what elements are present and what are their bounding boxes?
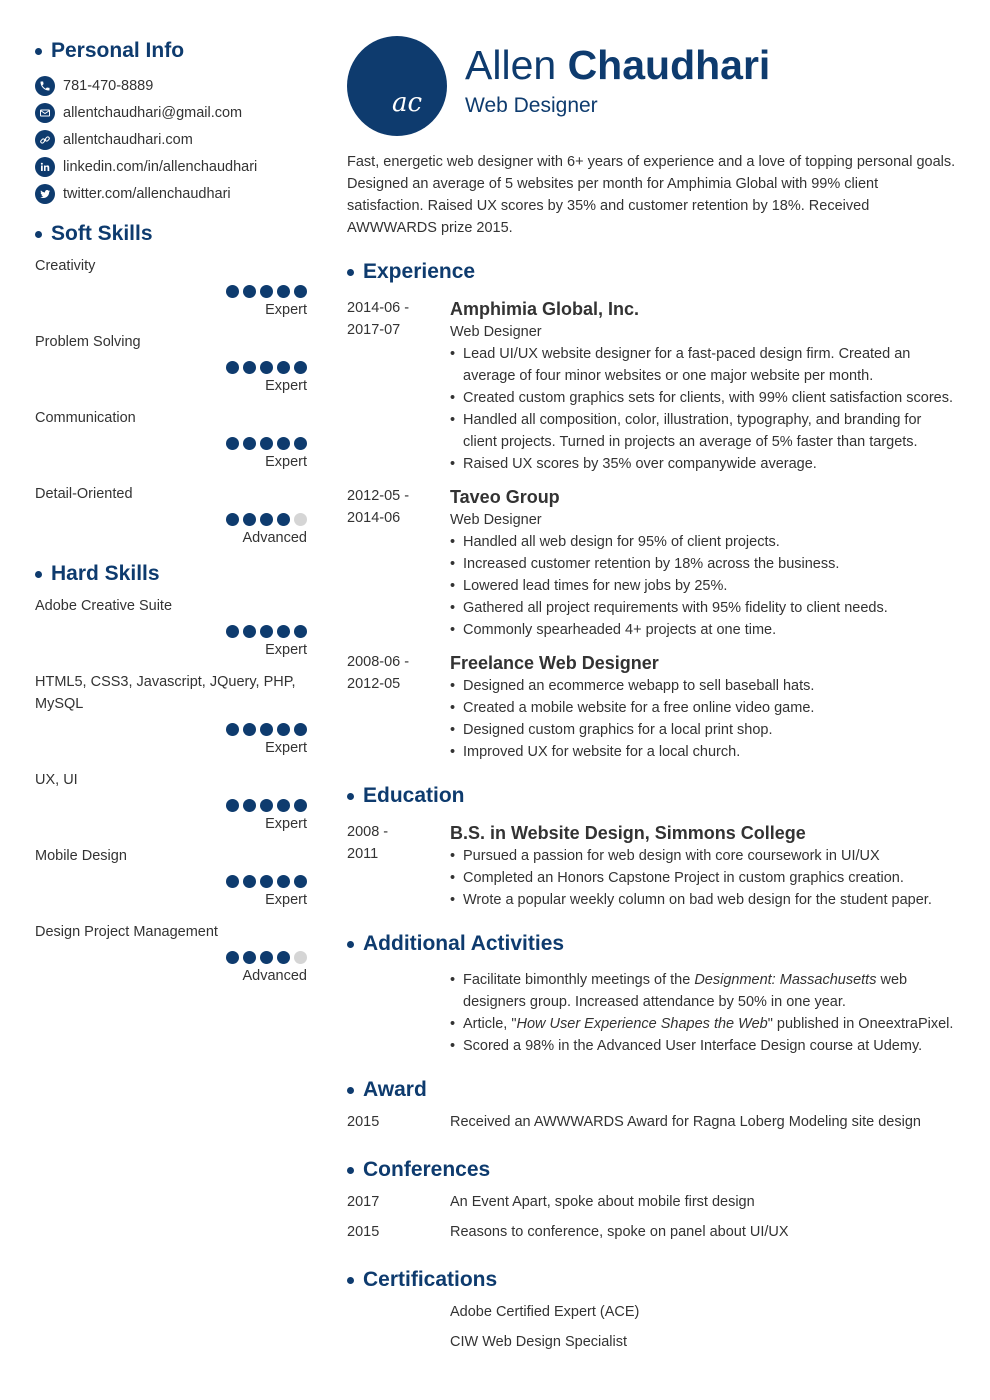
rating-dot-filled [277, 723, 290, 736]
skill-name: Adobe Creative Suite [35, 598, 173, 614]
resume-header [347, 36, 957, 146]
website-text[interactable]: allentchaudhari.com [63, 131, 193, 148]
rating-dot-filled [277, 625, 290, 638]
bullet-item [450, 969, 957, 1013]
entry-dates [347, 297, 450, 475]
email-icon [35, 103, 55, 123]
rating-dot-filled [277, 799, 290, 812]
education-section [347, 781, 957, 911]
conference-row [347, 1187, 957, 1217]
skill-name: Design Project Management [35, 924, 218, 940]
rating-dot-filled [294, 437, 307, 450]
experience-entry [347, 297, 957, 475]
company-name: Taveo Group [450, 487, 560, 507]
bullet-item: • Designed an ecommerce webapp to sell baseball hats. [450, 675, 957, 697]
twitter-icon [35, 184, 55, 204]
activities-heading: Additional Activities [347, 929, 957, 959]
skill-level: Expert [265, 378, 307, 394]
skill-level: Expert [265, 302, 307, 318]
bullet-emphasis: How User Experience Shapes the Web [516, 1016, 768, 1032]
personal-info-heading: Personal Info [35, 36, 307, 66]
bullet-item: • Improved UX for website for a local church. [450, 741, 957, 763]
conference-text: An Event Apart, spoke about mobile first design [450, 1194, 755, 1210]
skill-item [35, 595, 307, 660]
bullet-item: • Raised UX scores by 35% over companywide average. [450, 453, 957, 475]
rating-dot-filled [243, 799, 256, 812]
rating-dot-filled [226, 361, 239, 374]
date-end: 2011 [347, 846, 379, 862]
award-list [347, 1107, 957, 1137]
right-column [347, 36, 957, 1357]
rating-dot-filled [294, 875, 307, 888]
rating-dot-filled [277, 513, 290, 526]
experience-entry [347, 485, 957, 641]
entry-dates [347, 485, 450, 641]
bullet-text: Article, " [463, 1016, 517, 1032]
award-text: Received an AWWWARDS Award for Ragna Loberg Modeling site design [450, 1114, 921, 1130]
rating-dot-filled [294, 285, 307, 298]
bullet-list [450, 675, 957, 763]
entry-body [450, 821, 957, 911]
soft-skills-list [35, 255, 307, 548]
phone-icon [35, 76, 55, 96]
rating-dot-filled [226, 625, 239, 638]
bullet-list [450, 969, 957, 1057]
rating-dot-empty [294, 513, 307, 526]
job-title: Web Designer [465, 94, 598, 117]
rating-dot-filled [243, 513, 256, 526]
bullet-item [450, 1013, 957, 1035]
rating-dot-filled [260, 437, 273, 450]
rating-dot-filled [277, 361, 290, 374]
certification-list [347, 1297, 957, 1357]
award-year: 2015 [347, 1114, 380, 1130]
rating-dot-filled [226, 285, 239, 298]
bullet-list [450, 531, 957, 641]
bullet-item: • Designed custom graphics for a local print shop. [450, 719, 957, 741]
rating-dot-filled [277, 951, 290, 964]
conference-year: 2015 [347, 1224, 380, 1240]
company-name: Freelance Web Designer [450, 653, 659, 673]
entry-body [450, 485, 957, 641]
phone-text[interactable]: 781-470-8889 [63, 77, 154, 94]
first-name: Allen [465, 42, 557, 88]
contact-phone [35, 72, 307, 99]
certification-text: Adobe Certified Expert (ACE) [450, 1304, 640, 1320]
certification-spacer [347, 1327, 450, 1357]
rating-dot-filled [226, 799, 239, 812]
date-end: 2017-07 [347, 322, 401, 338]
entry-body [450, 651, 957, 763]
rating-dot-filled [260, 951, 273, 964]
award-section [347, 1075, 957, 1137]
rating-dot-filled [294, 361, 307, 374]
bullet-item: • Handled all web design for 95% of client projects. [450, 531, 957, 553]
skill-rating [35, 513, 307, 526]
skill-item [35, 331, 307, 396]
date-start: 2008-06 - [347, 654, 410, 670]
certification-spacer [347, 1297, 450, 1327]
education-entry [347, 821, 957, 911]
skill-rating [35, 361, 307, 374]
full-name [465, 41, 770, 89]
conference-row [347, 1217, 957, 1247]
certification-row [347, 1297, 957, 1327]
hard-skills-list [35, 595, 307, 986]
date-end: 2014-06 [347, 510, 401, 526]
rating-dot-filled [260, 513, 273, 526]
email-text[interactable]: allentchaudhari@gmail.com [63, 104, 243, 121]
skill-item [35, 921, 307, 986]
rating-dot-filled [294, 723, 307, 736]
monogram-text: ac [392, 88, 423, 118]
skill-level: Expert [265, 892, 307, 908]
bullet-item: • Increased customer retention by 18% across the business. [450, 553, 957, 575]
rating-dot-filled [226, 723, 239, 736]
bullet-item: • Completed an Honors Capstone Project in custom graphics creation. [450, 867, 957, 889]
date-start: 2014-06 - [347, 300, 410, 316]
summary-text: Fast, energetic web designer with 6+ years of experience and a love of topping personal goals. Designed an average of 5 websites per month for Amphimia Global with 99% client satisfaction. Raised UX scores by 35% and customer retention by 18%. Received AWWWARDS prize 2015. [347, 154, 956, 236]
contact-twitter [35, 180, 307, 207]
rating-dot-filled [243, 285, 256, 298]
rating-dot-filled [260, 361, 273, 374]
rating-dot-filled [226, 875, 239, 888]
bullet-list [450, 343, 957, 475]
bullet-item: • Handled all composition, color, illustration, typography, and branding for client projects. Turned in projects an average of 5% faster than targets. [450, 409, 957, 453]
education-heading: Education [347, 781, 957, 811]
rating-dot-filled [243, 951, 256, 964]
rating-dot-filled [243, 361, 256, 374]
linkedin-icon [35, 157, 55, 177]
skill-name: Problem Solving [35, 334, 141, 350]
contact-website [35, 126, 307, 153]
skill-rating [35, 285, 307, 298]
rating-dot-filled [226, 437, 239, 450]
bullet-item: • Scored a 98% in the Advanced User Interface Design course at Udemy. [450, 1035, 957, 1057]
bullet-item: • Pursued a passion for web design with core coursework in UI/UX [450, 845, 957, 867]
skill-name: HTML5, CSS3, Javascript, JQuery, PHP, MySQL [35, 674, 296, 712]
rating-dot-filled [294, 625, 307, 638]
last-name: Chaudhari [567, 42, 771, 88]
skill-rating [35, 625, 307, 638]
skill-item [35, 483, 307, 548]
skill-item [35, 845, 307, 910]
conference-text: Reasons to conference, spoke on panel about UI/UX [450, 1224, 789, 1240]
bullet-text: " published in OneextraPixel. [767, 1016, 954, 1032]
conference-year: 2017 [347, 1194, 380, 1210]
monogram-badge [347, 36, 447, 136]
certification-row [347, 1327, 957, 1357]
link-icon [35, 130, 55, 150]
date-start: 2012-05 - [347, 488, 410, 504]
skill-rating [35, 875, 307, 888]
contact-linkedin [35, 153, 307, 180]
date-start: 2008 - [347, 824, 389, 840]
skill-level: Expert [265, 740, 307, 756]
entry-dates-empty [347, 969, 450, 1057]
activities-entry [347, 969, 957, 1057]
left-column [35, 36, 307, 997]
bullet-list [450, 845, 957, 911]
contact-list [35, 72, 307, 207]
rating-dot-empty [294, 951, 307, 964]
rating-dot-filled [243, 875, 256, 888]
rating-dot-filled [260, 723, 273, 736]
skill-level: Advanced [242, 530, 307, 546]
position-title: Web Designer [450, 512, 542, 528]
skill-rating [35, 951, 307, 964]
twitter-text[interactable]: twitter.com/allenchaudhari [63, 185, 231, 202]
hard-skills-heading: Hard Skills [35, 559, 307, 589]
position-title: Web Designer [450, 324, 542, 340]
conferences-heading: Conferences [347, 1155, 957, 1185]
bullet-text: web designers group. Increased attendance by 50% in one year. [463, 972, 908, 1010]
bullet-item: • Commonly spearheaded 4+ projects at one time. [450, 619, 957, 641]
bullet-emphasis: Designment: Massachusetts [694, 972, 877, 988]
bullet-item: • Created a mobile website for a free online video game. [450, 697, 957, 719]
company-name: Amphimia Global, Inc. [450, 299, 640, 319]
entry-dates [347, 821, 450, 911]
experience-entry [347, 651, 957, 763]
rating-dot-filled [243, 723, 256, 736]
skill-level: Expert [265, 642, 307, 658]
entry-dates [347, 651, 450, 763]
bullet-item: • Lowered lead times for new jobs by 25%. [450, 575, 957, 597]
bullet-item: • Gathered all project requirements with 95% fidelity to client needs. [450, 597, 957, 619]
skill-level: Expert [265, 816, 307, 832]
skill-rating [35, 723, 307, 736]
entry-body [450, 969, 957, 1057]
skill-name: Communication [35, 410, 136, 426]
rating-dot-filled [226, 513, 239, 526]
rating-dot-filled [277, 437, 290, 450]
skill-name: Detail-Oriented [35, 486, 133, 502]
degree-title: B.S. in Website Design, Simmons College [450, 823, 806, 843]
rating-dot-filled [243, 437, 256, 450]
rating-dot-filled [260, 875, 273, 888]
rating-dot-filled [260, 799, 273, 812]
conferences-section [347, 1155, 957, 1247]
activities-section [347, 929, 957, 1057]
contact-email [35, 99, 307, 126]
experience-heading: Experience [347, 257, 957, 287]
certification-text: CIW Web Design Specialist [450, 1334, 628, 1350]
bullet-text: Facilitate bimonthly meetings of the [463, 972, 695, 988]
soft-skills-heading: Soft Skills [35, 219, 307, 249]
award-row [347, 1107, 957, 1137]
experience-section [347, 257, 957, 763]
skill-rating [35, 437, 307, 450]
skill-level: Expert [265, 454, 307, 470]
skill-item [35, 407, 307, 472]
linkedin-text[interactable]: linkedin.com/in/allenchaudhari [63, 158, 258, 175]
rating-dot-filled [294, 799, 307, 812]
skill-level: Advanced [242, 968, 307, 984]
skill-item [35, 671, 307, 758]
bullet-item: • Wrote a popular weekly column on bad web design for the student paper. [450, 889, 957, 911]
rating-dot-filled [260, 285, 273, 298]
rating-dot-filled [226, 951, 239, 964]
rating-dot-filled [277, 285, 290, 298]
rating-dot-filled [277, 875, 290, 888]
skill-rating [35, 799, 307, 812]
date-end: 2012-05 [347, 676, 401, 692]
skill-name: UX, UI [35, 772, 78, 788]
rating-dot-filled [260, 625, 273, 638]
skill-item [35, 769, 307, 834]
award-heading: Award [347, 1075, 957, 1105]
conference-list [347, 1187, 957, 1247]
rating-dot-filled [243, 625, 256, 638]
entry-body [450, 297, 957, 475]
skill-name: Mobile Design [35, 848, 127, 864]
bullet-item: • Created custom graphics sets for clients, with 99% client satisfaction scores. [450, 387, 957, 409]
skill-item [35, 255, 307, 320]
certifications-section [347, 1265, 957, 1357]
bullet-item: • Lead UI/UX website designer for a fast-paced design firm. Created an average of four minor websites or one major website per month. [450, 343, 957, 387]
certifications-heading: Certifications [347, 1265, 957, 1295]
skill-name: Creativity [35, 258, 96, 274]
